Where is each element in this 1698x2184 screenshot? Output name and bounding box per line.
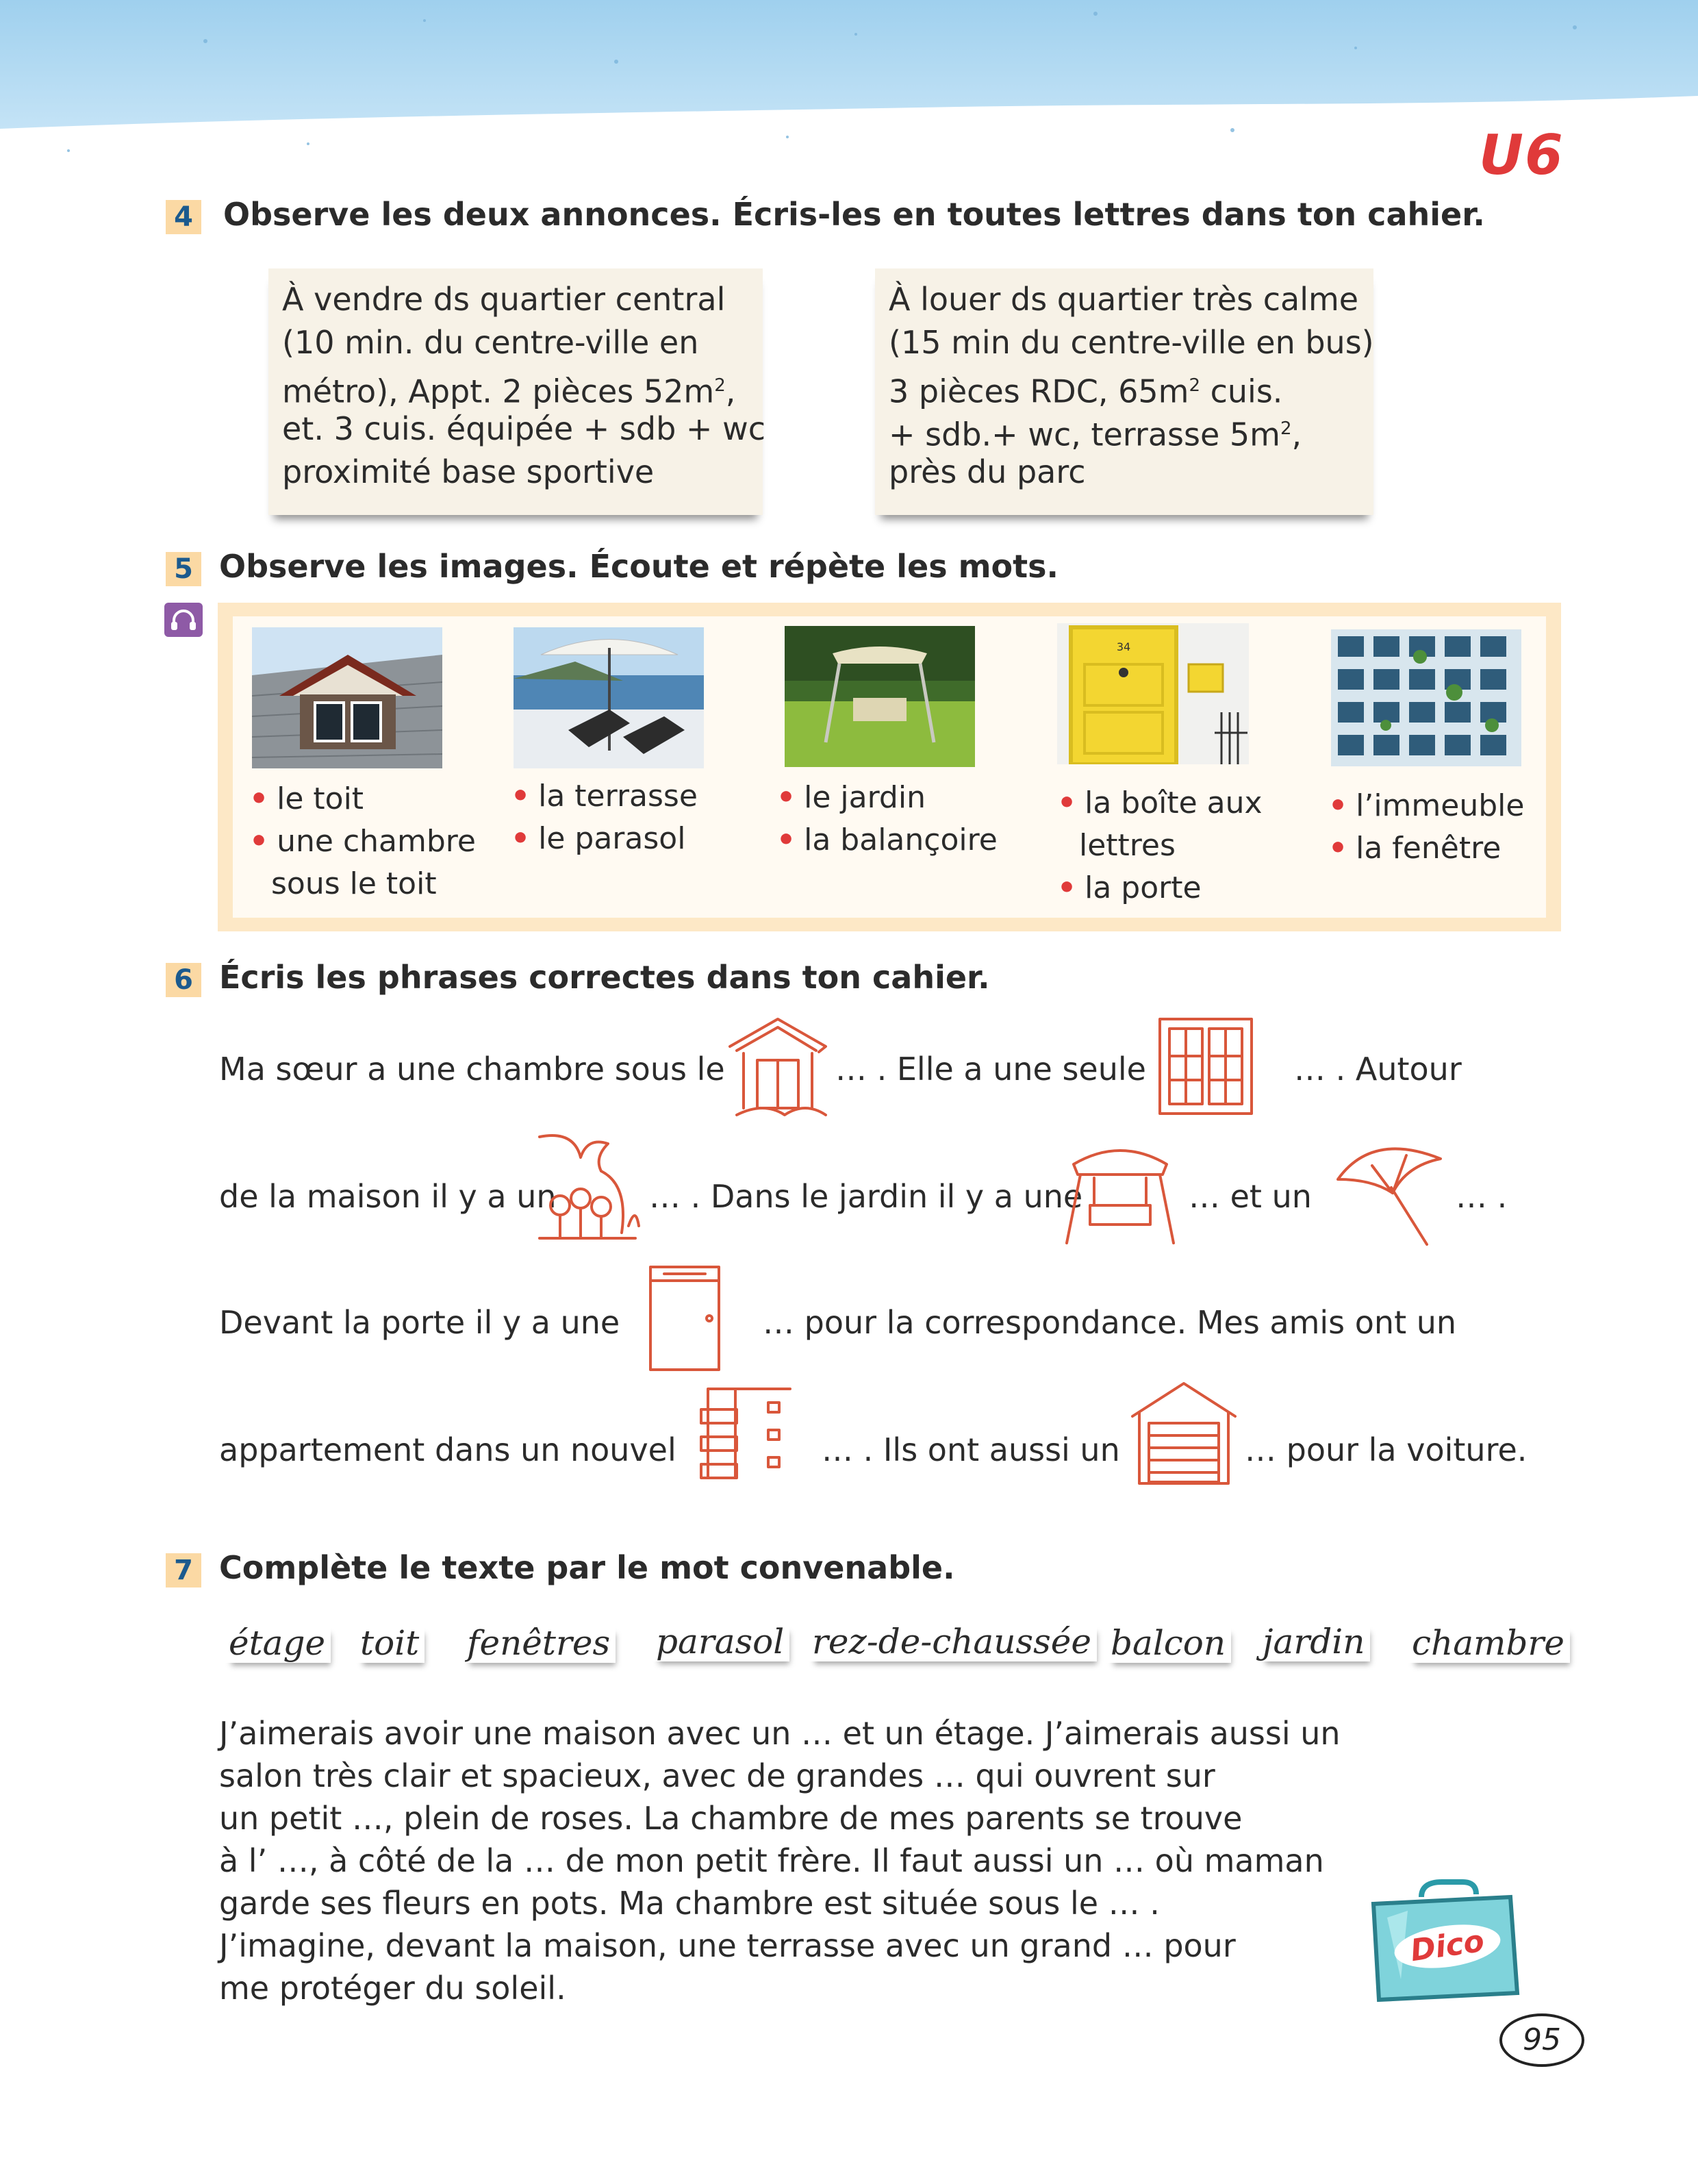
text-line: J’aimerais avoir une maison avec un … et un étage. J’aimerais aussi un bbox=[219, 1715, 1341, 1752]
text-line: salon très clair et spacieux, avec de grandes … qui ouvrent sur bbox=[219, 1757, 1215, 1794]
ad-card-for-rent bbox=[875, 268, 1373, 515]
garden-photo bbox=[785, 626, 975, 767]
exercise-6-instruction: Écris les phrases correctes dans ton cahier. bbox=[219, 959, 990, 996]
window-sketch-icon bbox=[1156, 1015, 1256, 1118]
sentence-2-part-a: de la maison il y a un bbox=[219, 1178, 557, 1215]
parasol-sketch-icon bbox=[1331, 1138, 1447, 1248]
text-line: me protéger du soleil. bbox=[219, 1970, 566, 2007]
vocab-list-door: • la boîte aux lettres • la porte bbox=[1057, 786, 1263, 905]
word-bank-item: chambre bbox=[1406, 1623, 1570, 1663]
word-bank-item: parasol bbox=[650, 1622, 789, 1661]
word-bank-item: jardin bbox=[1257, 1622, 1370, 1661]
terrace-photo bbox=[514, 627, 704, 768]
vocab-word: la boîte aux bbox=[1085, 786, 1263, 820]
ad2-line-1: À louer ds quartier très calme bbox=[889, 281, 1359, 318]
ad-card-for-sale bbox=[268, 268, 763, 515]
building-sketch-icon bbox=[687, 1382, 802, 1488]
vocab-list-terrace: • la terrasse • le parasol bbox=[511, 779, 698, 856]
ad1-line-5: proximité base sportive bbox=[282, 453, 655, 490]
sentence-1-part-b: … . Elle a une seule bbox=[835, 1051, 1146, 1088]
sentence-1-part-c: … . Autour bbox=[1294, 1051, 1462, 1088]
dico-label: Dico bbox=[1408, 1923, 1486, 1969]
exercise-7-instruction: Complète le texte par le mot convenable. bbox=[219, 1549, 955, 1586]
page-number: 95 bbox=[1499, 2013, 1584, 2067]
exercise-number-5: 5 bbox=[166, 552, 201, 586]
exercise-number-6: 6 bbox=[166, 963, 201, 997]
exercise-4-instruction: Observe les deux annonces. Écris-les en toutes lettres dans ton cahier. bbox=[223, 196, 1485, 233]
fill-in-text bbox=[219, 1712, 1341, 2009]
word-bank-item: rez-de-chaussée bbox=[807, 1622, 1097, 1661]
audio-headphones-icon[interactable] bbox=[164, 603, 203, 637]
mailbox-sketch-icon bbox=[644, 1260, 726, 1375]
sentence-2-part-d: … . bbox=[1456, 1178, 1508, 1215]
vocab-word: la fenêtre bbox=[1356, 831, 1501, 866]
vocab-word: le parasol bbox=[538, 821, 686, 856]
vocab-word: la balançoire bbox=[804, 823, 998, 857]
vocab-list-building: • l’immeuble • la fenêtre bbox=[1328, 788, 1525, 866]
word-bank-item: fenêtres bbox=[461, 1623, 616, 1663]
text-line: un petit …, plein de roses. La chambre de mes parents se trouve bbox=[219, 1800, 1243, 1837]
ad1-line-1: À vendre ds quartier central bbox=[282, 281, 726, 318]
swing-sketch-icon bbox=[1060, 1137, 1180, 1246]
ad1-line-4: et. 3 cuis. équipée + sdb + wc bbox=[282, 410, 765, 447]
vocab-word: le toit bbox=[277, 781, 364, 816]
sentence-4-part-c: … pour la voiture. bbox=[1245, 1431, 1528, 1468]
sentence-4-part-b: … . Ils ont aussi un bbox=[822, 1431, 1120, 1468]
door-number: 34 bbox=[1116, 640, 1131, 653]
word-bank-item: toit bbox=[355, 1623, 424, 1663]
dico-suitcase-icon[interactable] bbox=[1367, 1877, 1524, 2007]
text-line: garde ses fleurs en pots. Ma chambre est située sous le … . bbox=[219, 1885, 1160, 1922]
building-photo bbox=[1331, 627, 1521, 768]
vocab-word: lettres bbox=[1079, 828, 1176, 863]
ad2-line-2: (15 min du centre-ville en bus) bbox=[889, 324, 1374, 361]
ad2-line-5: près du parc bbox=[889, 453, 1086, 490]
door-photo bbox=[1057, 623, 1249, 764]
sentence-1-part-a: Ma sœur a une chambre sous le bbox=[219, 1051, 725, 1088]
exercise-number-7: 7 bbox=[166, 1553, 201, 1587]
header-sky-band bbox=[0, 0, 1698, 164]
ad2-line-4: + sdb.+ wc, terrasse $5m^2$, bbox=[889, 416, 1302, 453]
vocab-word: la terrasse bbox=[538, 779, 698, 814]
vocab-list-garden: • le jardin • la balançoire bbox=[776, 780, 998, 857]
exercise-5-instruction: Observe les images. Écoute et répète les mots. bbox=[219, 548, 1059, 585]
word-bank-item: étage bbox=[223, 1623, 331, 1663]
ad1-line-3: métro), Appt. 2 pièces $52m^2$, bbox=[282, 373, 736, 410]
text-line: à l’ …, à côté de la … de mon petit frère. Il faut aussi un … où maman bbox=[219, 1842, 1324, 1879]
unit-label: U6 bbox=[1479, 123, 1564, 187]
vocab-word: le jardin bbox=[804, 780, 926, 815]
vocab-word: sous le toit bbox=[271, 866, 437, 901]
garden-sketch-icon bbox=[533, 1130, 642, 1242]
word-bank-item: balcon bbox=[1105, 1623, 1231, 1663]
roof-photo bbox=[252, 627, 442, 768]
text-line: J’imagine, devant la maison, une terrasse avec un grand … pour bbox=[219, 1927, 1236, 1964]
vocab-list-roof: • le toit • une chambre sous le toit bbox=[249, 781, 476, 901]
sentence-2-part-b: … . Dans le jardin il y a une bbox=[649, 1178, 1083, 1215]
ad1-line-2: (10 min. du centre-ville en bbox=[282, 324, 699, 361]
sentence-2-part-c: … et un bbox=[1189, 1178, 1312, 1215]
vocab-word: une chambre bbox=[277, 824, 476, 859]
exercise-number-4: 4 bbox=[166, 200, 201, 234]
vocab-word: la porte bbox=[1085, 870, 1202, 905]
sentence-3-part-a: Devant la porte il y a une bbox=[219, 1304, 620, 1341]
sentence-4-part-a: appartement dans un nouvel bbox=[219, 1431, 676, 1468]
garage-sketch-icon bbox=[1128, 1378, 1239, 1488]
roof-sketch-icon bbox=[723, 1012, 838, 1122]
ad2-line-3: 3 pièces RDC, $65m^2$ cuis. bbox=[889, 373, 1283, 410]
vocab-word: l’immeuble bbox=[1356, 788, 1525, 823]
sentence-3-part-b: … pour la correspondance. Mes amis ont un bbox=[763, 1304, 1457, 1341]
